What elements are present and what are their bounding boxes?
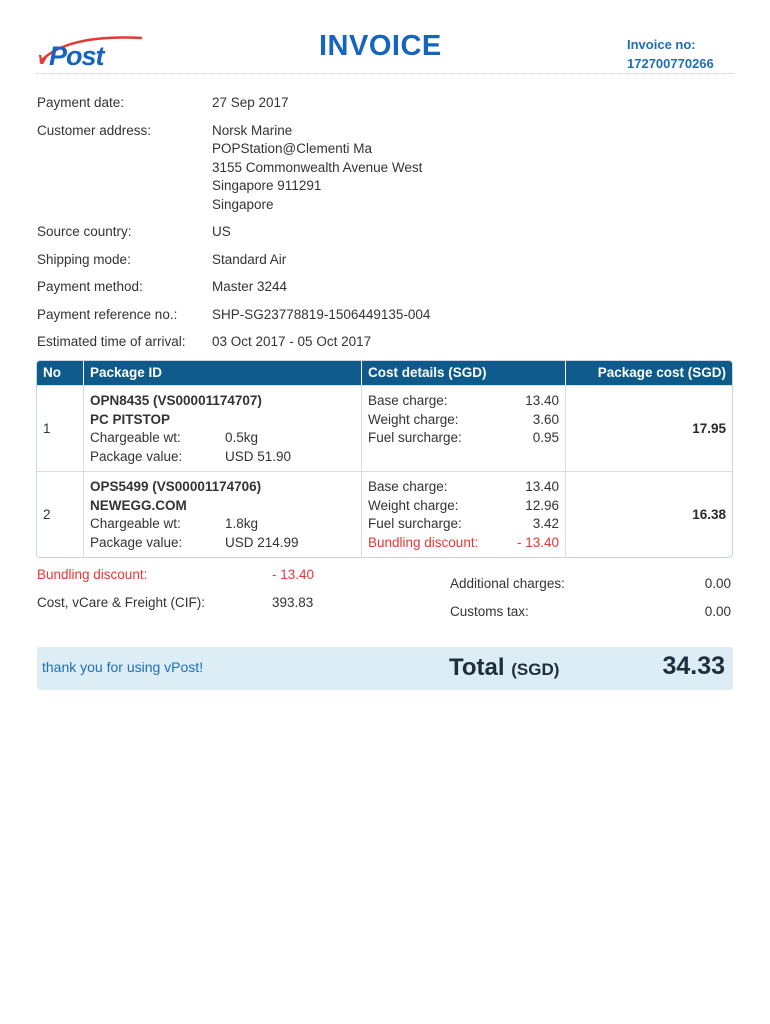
cost-details [362, 386, 566, 471]
payment-reference-label: Payment reference no.: [37, 306, 178, 322]
payment-date-label: Payment date: [37, 95, 125, 110]
shipping-mode-row [37, 251, 637, 270]
row-number: 2 [37, 472, 84, 557]
vpost-logo [36, 28, 146, 72]
invoice-header [36, 28, 733, 74]
payment-date-row [37, 94, 637, 113]
package-id: OPN8435 (VS00001174707) [90, 393, 262, 408]
customer-address-value [212, 122, 637, 215]
payment-reference-value: SHP-SG23778819-1506449135-004 [212, 306, 431, 322]
eta-row [37, 333, 637, 352]
additional-charges-label: Additional charges: [450, 576, 565, 591]
header-package-id: Package ID [84, 361, 362, 385]
total-bar [37, 647, 733, 690]
source-country-value: US [212, 224, 231, 239]
source-country-row [37, 223, 637, 242]
shipping-mode-value: Standard Air [212, 251, 287, 267]
chargeable-weight [90, 515, 355, 534]
cost-label: Bundling discount: [368, 534, 479, 550]
row-number: 1 [37, 386, 84, 471]
header-package-cost: Package cost (SGD) [597, 365, 726, 380]
cost-line [368, 515, 559, 534]
package-id: OPS5499 (VS00001174706) [90, 478, 262, 494]
address-line: Singapore 911291 [212, 178, 322, 193]
customer-address-label: Customer address: [37, 122, 152, 138]
additional-charges-summary [450, 575, 731, 594]
address-line: 3155 Commonwealth Avenue West [212, 159, 423, 175]
package-value-label: Package value: [90, 534, 183, 550]
shipping-mode-label: Shipping mode: [37, 251, 131, 267]
address-line: Norsk Marine [212, 122, 293, 138]
package-value [90, 448, 355, 467]
total-unit: (SGD) [511, 660, 560, 679]
eta-label: Estimated time of arrival: [37, 334, 186, 349]
cif-label: Cost, vCare & Freight (CIF): [37, 595, 206, 610]
package-value-amount: USD 51.90 [225, 449, 292, 465]
cost-label: Weight charge: [368, 411, 459, 427]
chargeable-weight-label: Chargeable wt: [90, 430, 181, 446]
cost-value: 12.96 [525, 497, 559, 513]
invoice-title: INVOICE [319, 30, 442, 62]
cost-line [368, 411, 559, 430]
additional-charges-value: 0.00 [704, 576, 731, 591]
package-details [84, 386, 362, 471]
invoice-info [37, 94, 637, 361]
package-details [84, 472, 362, 557]
cost-label: Fuel surcharge: [368, 516, 462, 532]
summary-right [450, 575, 731, 631]
cost-line [368, 497, 559, 516]
cost-value: 13.40 [525, 478, 559, 494]
package-value-label: Package value: [90, 449, 183, 465]
chargeable-weight-label: Chargeable wt: [90, 516, 181, 532]
package-value [90, 534, 355, 553]
merchant-name: NEWEGG.COM [90, 497, 187, 513]
bundling-discount-line [368, 534, 559, 553]
table-header [37, 361, 732, 385]
customs-tax-summary [450, 603, 731, 622]
chargeable-weight [90, 429, 355, 448]
chargeable-weight-value: 1.8kg [225, 516, 259, 532]
invoice-number: 172700770266 [627, 56, 714, 71]
payment-reference-row [37, 306, 637, 325]
customs-tax-value: 0.00 [704, 604, 731, 619]
payment-method-row [37, 278, 637, 297]
customs-tax-label: Customs tax: [450, 604, 529, 619]
cost-value: - 13.40 [516, 534, 559, 550]
payment-method-label: Payment method: [37, 279, 143, 294]
total-label [449, 654, 559, 682]
table-row [37, 385, 732, 471]
cost-value: 3.42 [532, 516, 559, 532]
source-country-label: Source country: [37, 224, 132, 239]
package-value-amount: USD 214.99 [225, 534, 299, 550]
cost-label: Base charge: [368, 478, 448, 494]
summary-left [37, 566, 327, 622]
cost-label: Weight charge: [368, 497, 459, 513]
cost-line [368, 429, 559, 448]
total-value: 34.33 [662, 652, 725, 680]
cif-value: 393.83 [272, 595, 314, 610]
header-cost-details: Cost details (SGD) [362, 361, 566, 385]
table-row [37, 471, 732, 557]
header-no: No [37, 361, 84, 385]
customer-address-row [37, 122, 637, 215]
cost-line [368, 478, 559, 497]
invoice-number-block [627, 35, 714, 73]
thank-you-message: thank you for using vPost! [42, 659, 204, 675]
address-line: POPStation@Clementi Ma [212, 141, 373, 156]
cost-value: 3.60 [532, 411, 559, 427]
total-label-text: Total [449, 654, 505, 681]
cost-value: 13.40 [525, 393, 559, 408]
package-cost: 17.95 [692, 421, 726, 437]
bundling-discount-value: - 13.40 [272, 567, 315, 582]
package-cost: 16.38 [692, 506, 726, 522]
merchant-name: PC PITSTOP [90, 411, 171, 427]
cost-label: Base charge: [368, 393, 448, 408]
svg-text:Post: Post [49, 41, 104, 71]
cost-details [362, 472, 566, 557]
invoice-number-label: Invoice no: [627, 37, 696, 52]
svg-text:v: v [38, 49, 48, 68]
address-line: Singapore [212, 196, 274, 212]
cif-summary [37, 594, 327, 613]
payment-date-value: 27 Sep 2017 [212, 95, 289, 110]
cost-value: 0.95 [532, 430, 559, 446]
cost-line [368, 392, 559, 411]
eta-value: 03 Oct 2017 - 05 Oct 2017 [212, 334, 372, 349]
chargeable-weight-value: 0.5kg [225, 430, 259, 446]
bundling-discount-label: Bundling discount: [37, 567, 148, 582]
payment-method-value: Master 3244 [212, 279, 288, 294]
package-table [36, 360, 733, 558]
cost-label: Fuel surcharge: [368, 430, 462, 446]
bundling-discount-summary [37, 566, 327, 585]
